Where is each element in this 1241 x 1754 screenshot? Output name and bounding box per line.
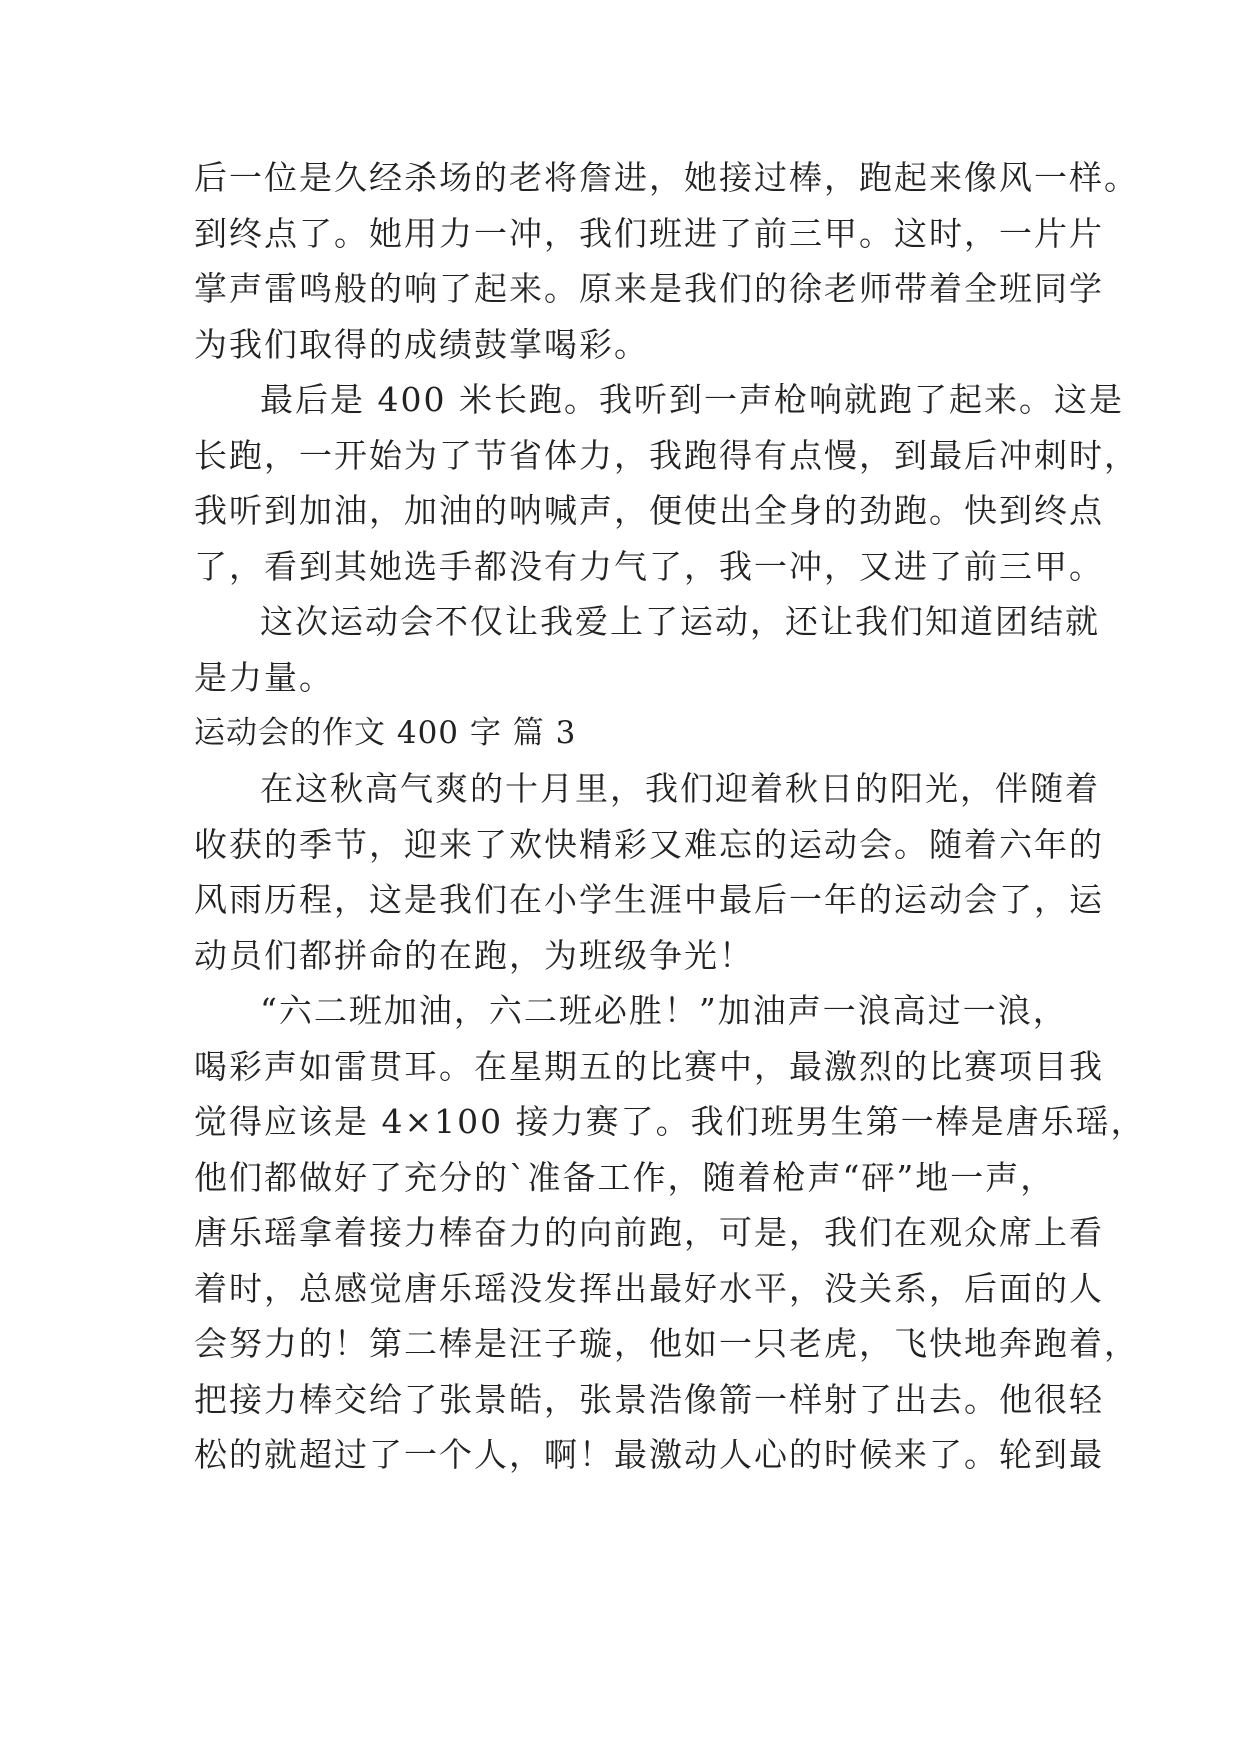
text-line: 着时，总感觉唐乐瑶没发挥出最好水平，没关系，后面的人 <box>194 1268 1104 1308</box>
section-heading: 运动会的作文 400 字 篇 3 <box>194 715 577 751</box>
text-line: 收获的季节，迎来了欢快精彩又难忘的运动会。随着六年的 <box>194 824 1104 864</box>
text-line: 掌声雷鸣般的响了起来。原来是我们的徐老师带着全班同学 <box>194 269 1104 308</box>
text-line: 最后是 400 米长跑。我听到一声枪响就跑了起来。这是 <box>260 380 1124 419</box>
text-line: 风雨历程，这是我们在小学生涯中最后一年的运动会了，运 <box>194 880 1104 919</box>
text-line: 长跑，一开始为了节省体力，我跑得有点慢，到最后冲刺时， <box>194 435 1139 475</box>
paragraph-conclusion <box>194 594 1100 705</box>
paragraph-intro <box>194 761 1104 983</box>
text-line: 是力量。 <box>194 657 334 697</box>
text-line: 动员们都拼命的在跑，为班级争光！ <box>194 935 754 975</box>
text-line: 为我们取得的成绩鼓掌喝彩。 <box>194 324 649 364</box>
text-line: 会努力的！第二棒是汪子璇，他如一只老虎，飞快地奔跑着， <box>194 1324 1139 1363</box>
text-line: 这次运动会不仅让我爱上了运动，还让我们知道团结就 <box>260 602 1100 641</box>
text-line: 他们都做好了充分的`准备工作，随着枪声“砰”地一声， <box>194 1157 1056 1197</box>
text-line: 到终点了。她用力一冲，我们班进了前三甲。这时，一片片 <box>194 213 1104 253</box>
text-line: 唐乐瑶拿着接力棒奋力的向前跑，可是，我们在观众席上看 <box>194 1213 1104 1252</box>
paragraph-400m-run <box>194 372 1139 594</box>
text-line: 喝彩声如雷贯耳。在星期五的比赛中，最激烈的比赛项目我 <box>194 1046 1104 1086</box>
text-line: 了，看到其她选手都没有力气了，我一冲，又进了前三甲。 <box>194 546 1104 586</box>
text-line: 在这秋高气爽的十月里，我们迎着秋日的阳光，伴随着 <box>260 769 1100 808</box>
essay-body <box>194 150 1146 1483</box>
text-line: “六二班加油，六二班必胜！”加油声一浪高过一浪， <box>260 991 1068 1030</box>
paragraph-relay-finish <box>194 150 1139 372</box>
text-line: 觉得应该是 4×100 接力赛了。我们班男生第一棒是唐乐瑶， <box>194 1102 1146 1141</box>
text-line: 我听到加油，加油的呐喊声，便使出全身的劲跑。快到终点 <box>194 491 1104 530</box>
text-line: 把接力棒交给了张景皓，张景浩像箭一样射了出去。他很轻 <box>194 1379 1104 1419</box>
text-line: 松的就超过了一个人，啊！最激动人心的时候来了。轮到最 <box>194 1435 1104 1474</box>
text-line: 后一位是久经杀场的老将詹进，她接过棒，跑起来像风一样。 <box>194 158 1139 197</box>
paragraph-relay-race <box>194 983 1146 1483</box>
